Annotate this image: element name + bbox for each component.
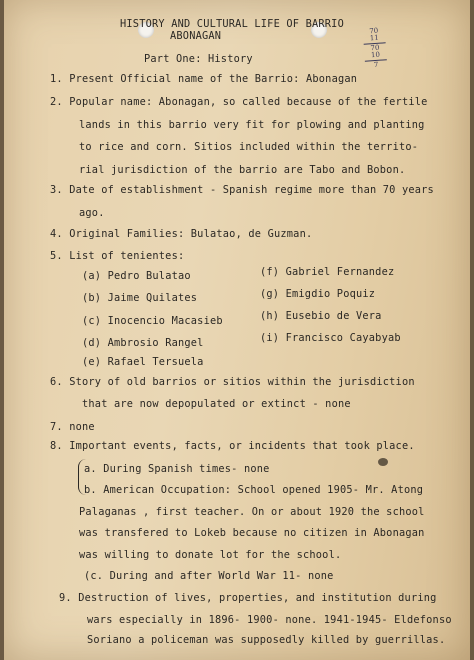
text-line: lands in this barrio very fit for plowing and planting [79, 119, 425, 131]
teniente-item: (f) Gabriel Fernandez [260, 266, 395, 278]
text-line: Palaganas , first teacher. On or about 1920 the school [79, 506, 425, 518]
text-line: 2. Popular name: Abonagan, so called because of the fertile [50, 96, 428, 108]
teniente-item: (b) Jaime Quilates [82, 292, 198, 304]
handwritten-note [363, 27, 388, 69]
text-line: 4. Original Families: Bulatao, de Guzman. [50, 228, 313, 240]
document-page [4, 0, 470, 660]
text-line: 6. Story of old barrios or sitios within the jurisdiction [50, 376, 415, 388]
handwritten-number: 7 [373, 60, 379, 70]
handwritten-number: 10 [370, 50, 381, 60]
text-line: 5. List of tenientes: [50, 250, 185, 262]
text-line: 8. Important events, facts, or incidents that took place. [50, 440, 415, 452]
ink-blot [378, 458, 388, 466]
text-line: 7. none [50, 421, 95, 433]
text-line: ago. [79, 207, 105, 219]
section-heading: Part One: History [144, 53, 253, 65]
text-line: to rice and corn. Sitios included within the territo- [79, 141, 419, 153]
document-title: HISTORY AND CULTURAL LIFE OF BARRIO [120, 18, 344, 30]
handwritten-number: 70 [370, 43, 380, 53]
text-line: a. During Spanish times- none [84, 463, 270, 475]
text-line: Soriano a policeman was supposedly killed by guerrillas. [87, 634, 446, 646]
text-line: 1. Present Official name of the Barrio: Abonagan [50, 73, 358, 85]
teniente-item: (i) Francisco Cayabyab [260, 332, 401, 344]
text-line: b. American Occupation: School opened 1905- Mr. Atong [84, 484, 424, 496]
text-line: 9. Destruction of lives, properties, and institution during [59, 592, 437, 604]
teniente-item: (d) Ambrosio Rangel [82, 337, 204, 349]
text-line: wars especially in 1896- 1900- none. 1941-1945- Eldefonso [87, 614, 452, 626]
text-line: was transfered to Lokeb because no citizen in Abonagan [79, 527, 425, 539]
text-line: that are now depopulated or extinct - none [82, 398, 351, 410]
teniente-item: (e) Rafael Tersuela [82, 356, 204, 368]
teniente-item: (g) Emigdio Poquiz [260, 288, 376, 300]
text-line: 3. Date of establishment - Spanish regime more than 70 years [50, 184, 434, 196]
handwritten-number: 70 [369, 26, 379, 36]
handwritten-number: 11 [369, 33, 379, 43]
teniente-item: (h) Eusebio de Vera [260, 310, 382, 322]
text-line: (c. During and after World War 11- none [84, 570, 334, 582]
text-line: was willing to donate lot for the school. [79, 549, 342, 561]
teniente-item: (a) Pedro Bulatao [82, 270, 191, 282]
document-subtitle: ABONAGAN [170, 30, 222, 42]
text-line: rial jurisdiction of the barrio are Tabo and Bobon. [79, 164, 406, 176]
teniente-item: (c) Inocencio Macasieb [82, 315, 223, 327]
